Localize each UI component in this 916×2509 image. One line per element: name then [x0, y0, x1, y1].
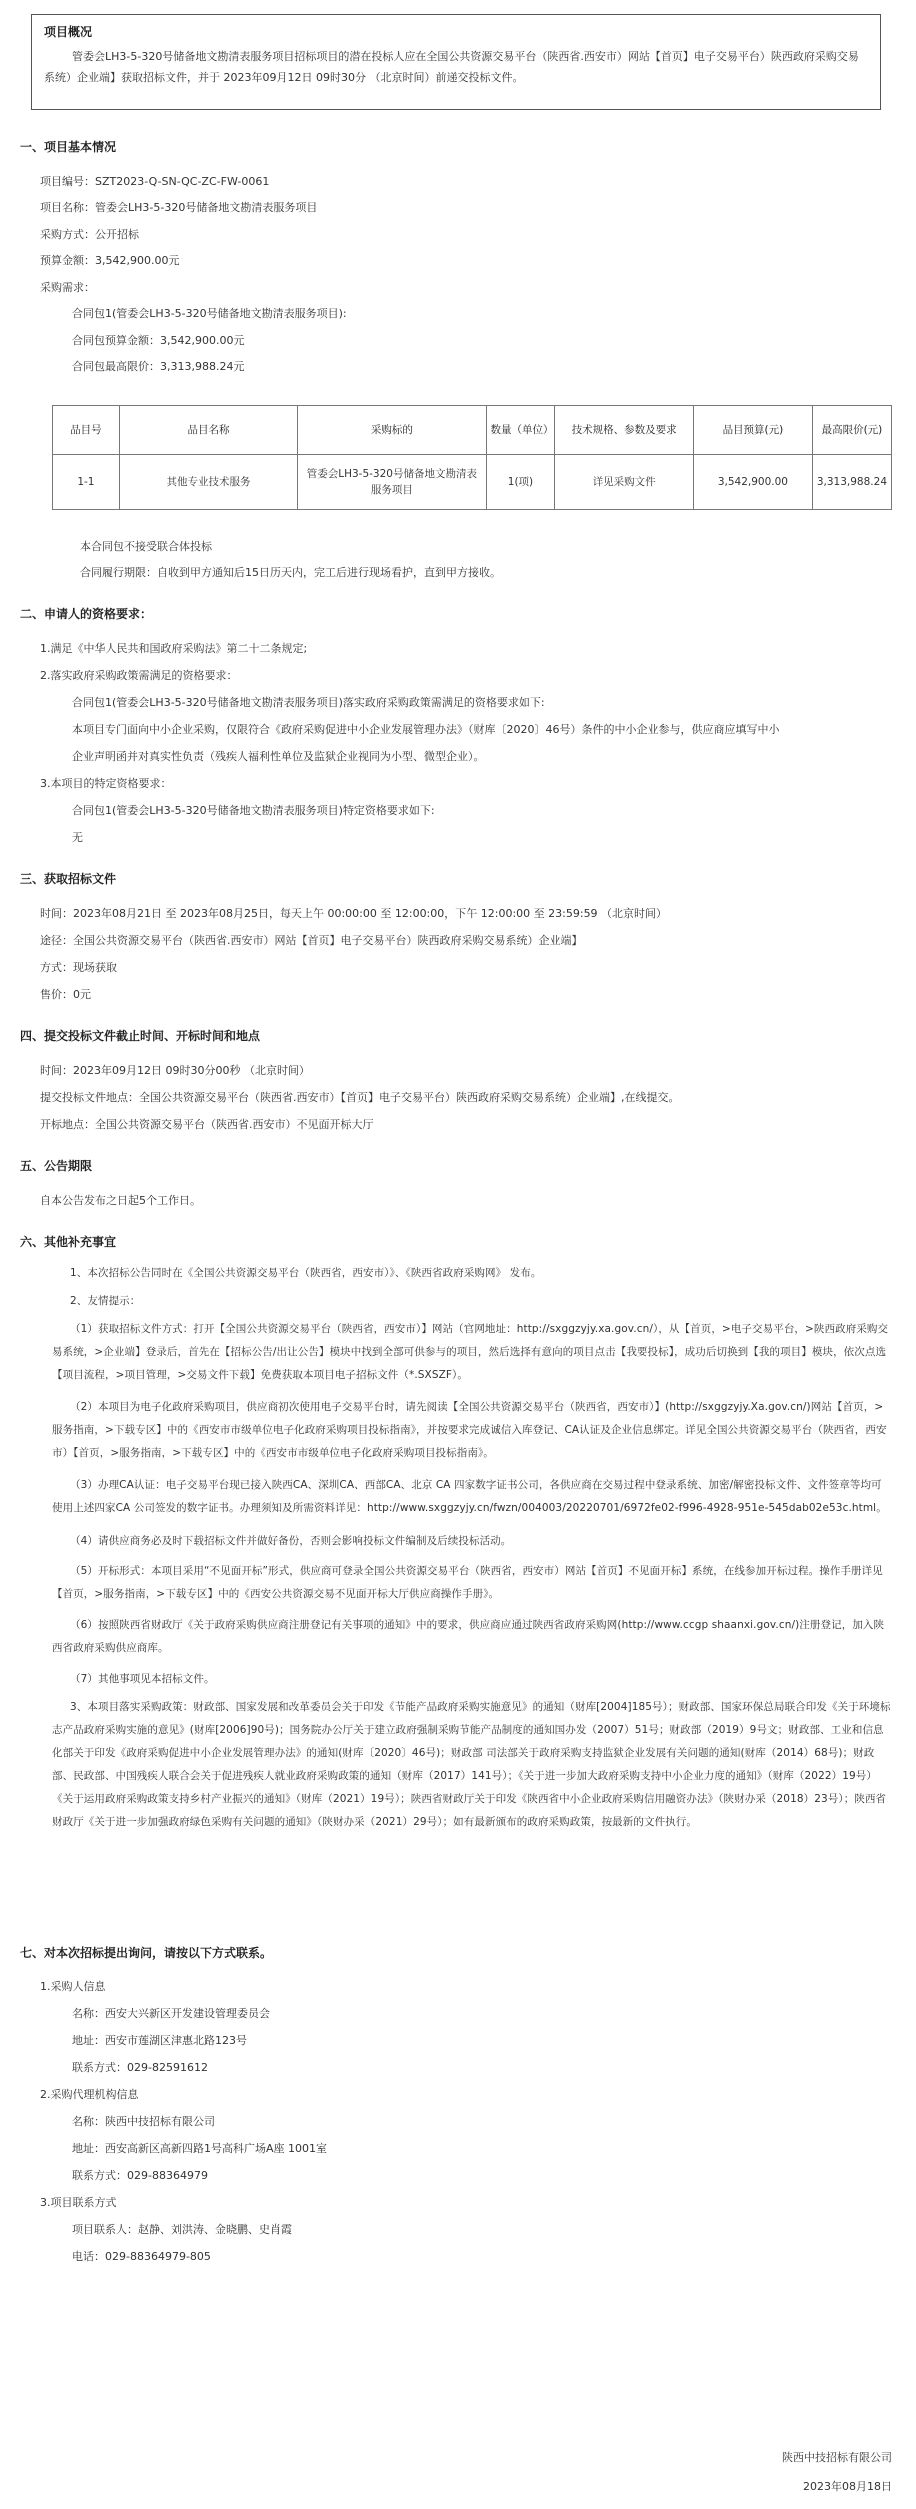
contract-period: 合同履行期限：自收到甲方通知后15日历天内，完工后进行现场看护，直到甲方接收。	[80, 566, 501, 579]
buyer-phone: 联系方式：029-82591612	[72, 2061, 208, 2074]
procurement-method: 采购方式：公开招标	[40, 228, 139, 241]
section-7-heading: 七、对本次招标提出询问，请按以下方式联系。	[20, 1946, 273, 1960]
overview-title: 项目概况	[44, 25, 93, 39]
qualification-2-detail-cont: 企业声明函并对真实性负责（残疾人福利性单位及监狱企业视同为小型、微型企业）。	[72, 750, 485, 763]
project-name: 项目名称：管委会LH3-5-320号储备地文勘清表服务项目	[40, 201, 318, 214]
supplement-2: 2、友情提示：	[70, 1295, 141, 1307]
agent-address: 地址：西安高新区高新四路1号高科广场A座 1001室	[72, 2142, 328, 2155]
agent-phone: 联系方式：029-88364979	[72, 2169, 208, 2182]
buyer-info-heading: 1.采购人信息	[40, 1980, 106, 1993]
col-header: 数量（单位）	[486, 406, 555, 455]
table-cell: 其他专业技术服务	[119, 455, 297, 510]
table-cell: 3,313,988.24	[812, 455, 891, 510]
supplement-2-5: （5）开标形式：本项目采用“不见面开标”形式，供应商可登录全国公共资源交易平台（陕西省，西安市）网站【首页】不见面开标】系统，在线参加开标过程。操作手册详见【首页，>服务指南，>下载专区】中的《西安公共资源交易不见面开标大厅供应商操作手册》。	[52, 1565, 883, 1600]
supplement-2-2: （2）本项目为电子化政府采购项目，供应商初次使用电子交易平台时，请先阅读【全国公共资源交易平台（陕西省，西安市）】(http://sxggzyjy.Xa.gov.cn/)网站【首页，>服务指南，>下载专区】中的《西安市市级单位电子化政府采购项目投标指南》，并按要求完成诚信入库登记、CA认证及企业信息绑定。详见全国公共资源交易平台（陕西省，西安市）【首页，>服务指南，>下载专区】中的《西安市市级单位电子化政府采购项目投标指南》。	[52, 1401, 887, 1459]
package-budget: 合同包预算金额：3,542,900.00元	[72, 334, 245, 347]
table-row	[53, 455, 892, 510]
table-cell: 1-1	[53, 455, 120, 510]
col-header: 品目号	[53, 406, 120, 455]
col-header: 采购标的	[298, 406, 486, 455]
qualification-3-value: 无	[72, 831, 83, 844]
section-5-heading: 五、公告期限	[20, 1159, 93, 1173]
package-max-price: 合同包最高限价：3,313,988.24元	[72, 360, 245, 373]
table-cell: 管委会LH3-5-320号储备地文勘清表服务项目	[298, 455, 486, 510]
qualification-1: 1.满足《中华人民共和国政府采购法》第二十二条规定;	[40, 642, 308, 655]
submit-location: 提交投标文件地点：全国公共资源交易平台（陕西省.西安市）【首页】电子交易平台）陕西政府采购交易系统）企业端】,在线提交。	[40, 1091, 680, 1104]
supplement-1: 1、本次招标公告同时在《全国公共资源交易平台（陕西省，西安市）》、《陕西省政府采购网》 发布。	[70, 1267, 542, 1279]
requirements-label: 采购需求：	[40, 281, 95, 294]
col-header: 品目预算(元)	[693, 406, 812, 455]
obtain-way: 途径：全国公共资源交易平台（陕西省.西安市）网站【首页】电子交易平台）陕西政府采购交易系统）企业端】	[40, 934, 583, 947]
buyer-name: 名称：西安大兴新区开发建设管理委员会	[72, 2007, 270, 2020]
col-header: 品目名称	[119, 406, 297, 455]
issue-date: 2023年08月18日	[803, 2480, 892, 2493]
items-table	[52, 405, 892, 510]
notice-period: 自本公告发布之日起5个工作日。	[40, 1194, 201, 1207]
col-header: 技术规格、参数及要求	[555, 406, 694, 455]
no-consortium-note: 本合同包不接受联合体投标	[80, 540, 212, 553]
supplement-2-6: （6）按照陕西省财政厅《关于政府采购供应商注册登记有关事项的通知》中的要求，供应商应通过陕西省政府采购网(http://www.ccgp shaanxi.gov.cn/)注册登记，加入陕西省政府采购供应商库。	[52, 1619, 885, 1654]
table-cell: 1(项)	[486, 455, 555, 510]
supplement-2-4: （4）请供应商务必及时下载招标文件并做好备份，否则会影响投标文件编制及后续投标活动。	[70, 1535, 512, 1547]
section-2-heading: 二、申请人的资格要求：	[20, 607, 153, 621]
qualification-3: 3.本项目的特定资格要求：	[40, 777, 172, 790]
supplement-3-policy: 3、本项目落实采购政策：财政部、国家发展和改革委员会关于印发《节能产品政府采购实施意见》的通知（财库[2004]185号）；财政部、国家环保总局联合印发《关于环境标志产品政府采购实施的意见》(财库[2006]90号)；国务院办公厅关于建立政府强制采购节能产品制度的通知国办发（2007）51号；财政部（2019）9号文；财政部、工业和信息化部关于印发《政府采购促进中小企业发展管理办法》的通知(财库〔2020〕46号)；财政部 司法部关于政府采购支持监狱企业发展有关问题的通知(财库（2014）68号)；财政部、民政部、中国残疾人联合会关于促进残疾人就业政府采购政策的通知（财库（2017）141号）；《关于进一步加大政府采购支持中小企业力度的通知》（财库（2022）19号）《关于运用政府采购政策支持乡村产业振兴的通知》（财库（2021）19号）；陕西省财政厅关于印发《陕西省中小企业政府采购信用融资办法》（陕财办采（2018）23号）；陕西省财政厅《关于进一步加强政府绿色采购有关问题的通知》（陕财办采（2021）29号）；如有最新颁布的政府采购政策，按最新的文件执行。	[52, 1701, 891, 1828]
supplement-2-3: （3）办理CA认证：电子交易平台现已接入陕西CA、深圳CA、西部CA、北京 CA 四家数字证书公司，各供应商在交易过程中登录系统、加密/解密投标文件、文件签章等均可使用上述四家CA 公司签发的数字证书。办理须知及所需资料详见：http://www.sxggzyjy.cn/fwzn/004003/20220701/6972fe02-f996-4928-951e-545dab02e53c.html。	[52, 1479, 887, 1514]
table-cell: 详见采购文件	[555, 455, 694, 510]
agent-info-heading: 2.采购代理机构信息	[40, 2088, 139, 2101]
project-number: 项目编号：SZT2023-Q-SN-QC-ZC-FW-0061	[40, 175, 270, 188]
qualification-3-package: 合同包1(管委会LH3-5-320号储备地文勘清表服务项目)特定资格要求如下:	[72, 804, 435, 817]
obtain-price: 售价：0元	[40, 988, 91, 1001]
buyer-address: 地址：西安市莲湖区津惠北路123号	[72, 2034, 247, 2047]
section-4-heading: 四、提交投标文件截止时间、开标时间和地点	[20, 1029, 261, 1043]
section-6-heading: 六、其他补充事宜	[20, 1235, 117, 1249]
section-1-heading: 一、项目基本情况	[20, 140, 117, 154]
section-3-heading: 三、获取招标文件	[20, 872, 117, 886]
qualification-2-detail: 本项目专门面向中小企业采购，仅限符合《政府采购促进中小企业发展管理办法》（财库〔2020〕46号）条件的中小企业参与，供应商应填写中小	[72, 723, 780, 736]
project-overview-box	[31, 14, 881, 110]
issuer-name: 陕西中技招标有限公司	[782, 2451, 892, 2464]
budget-amount: 预算金额：3,542,900.00元	[40, 254, 180, 267]
table-cell: 3,542,900.00	[693, 455, 812, 510]
contact-phone: 电话：029-88364979-805	[72, 2250, 211, 2263]
col-header: 最高限价(元)	[812, 406, 891, 455]
deadline-time: 时间：2023年09月12日 09时30分00秒 （北京时间）	[40, 1064, 310, 1077]
qualification-2: 2.落实政府采购政策需满足的资格要求：	[40, 669, 238, 682]
supplement-2-1: （1）获取招标文件方式：打开【全国公共资源交易平台（陕西省，西安市）】网站（官网地址：http://sxggzyjy.xa.gov.cn/），从【首页，>电子交易平台，>陕西政府采购交易系统，>企业端】登录后，首先在【招标公告/出让公告】模块中找到全部可供参与的项目，然后选择有意向的项目点击【我要投标】，成功后切换到【我的项目】模块，依次点选【项目流程，>项目管理，>交易文件下载】免费获取本项目电子招标文件（*.SXSZF）。	[52, 1323, 889, 1381]
obtain-time: 时间：2023年08月21日 至 2023年08月25日，每天上午 00:00:00 至 12:00:00，下午 12:00:00 至 23:59:59 （北京时间）	[40, 907, 668, 920]
opening-location: 开标地点：全国公共资源交易平台（陕西省.西安市）不见面开标大厅	[40, 1118, 374, 1131]
overview-text: 管委会LH3-5-320号储备地文勘清表服务项目招标项目的潜在投标人应在全国公共资源交易平台（陕西省.西安市）网站【首页】电子交易平台）陕西政府采购交易系统）企业端】获取招标文件，并于 2023年09月12日 09时30分 （北京时间）前递交投标文件。	[44, 50, 859, 84]
contact-heading: 3.项目联系方式	[40, 2196, 117, 2209]
contact-people: 项目联系人：赵静、刘洪涛、金晓鹏、史肖霞	[72, 2223, 292, 2236]
contract-package: 合同包1(管委会LH3-5-320号储备地文勘清表服务项目):	[72, 307, 347, 320]
supplement-2-7: （7）其他事项见本招标文件。	[70, 1673, 215, 1685]
obtain-method: 方式：现场获取	[40, 961, 117, 974]
agent-name: 名称：陕西中技招标有限公司	[72, 2115, 215, 2128]
table-header-row	[53, 406, 892, 455]
qualification-2-package: 合同包1(管委会LH3-5-320号储备地文勘清表服务项目)落实政府采购政策需满足的资格要求如下:	[72, 696, 545, 709]
